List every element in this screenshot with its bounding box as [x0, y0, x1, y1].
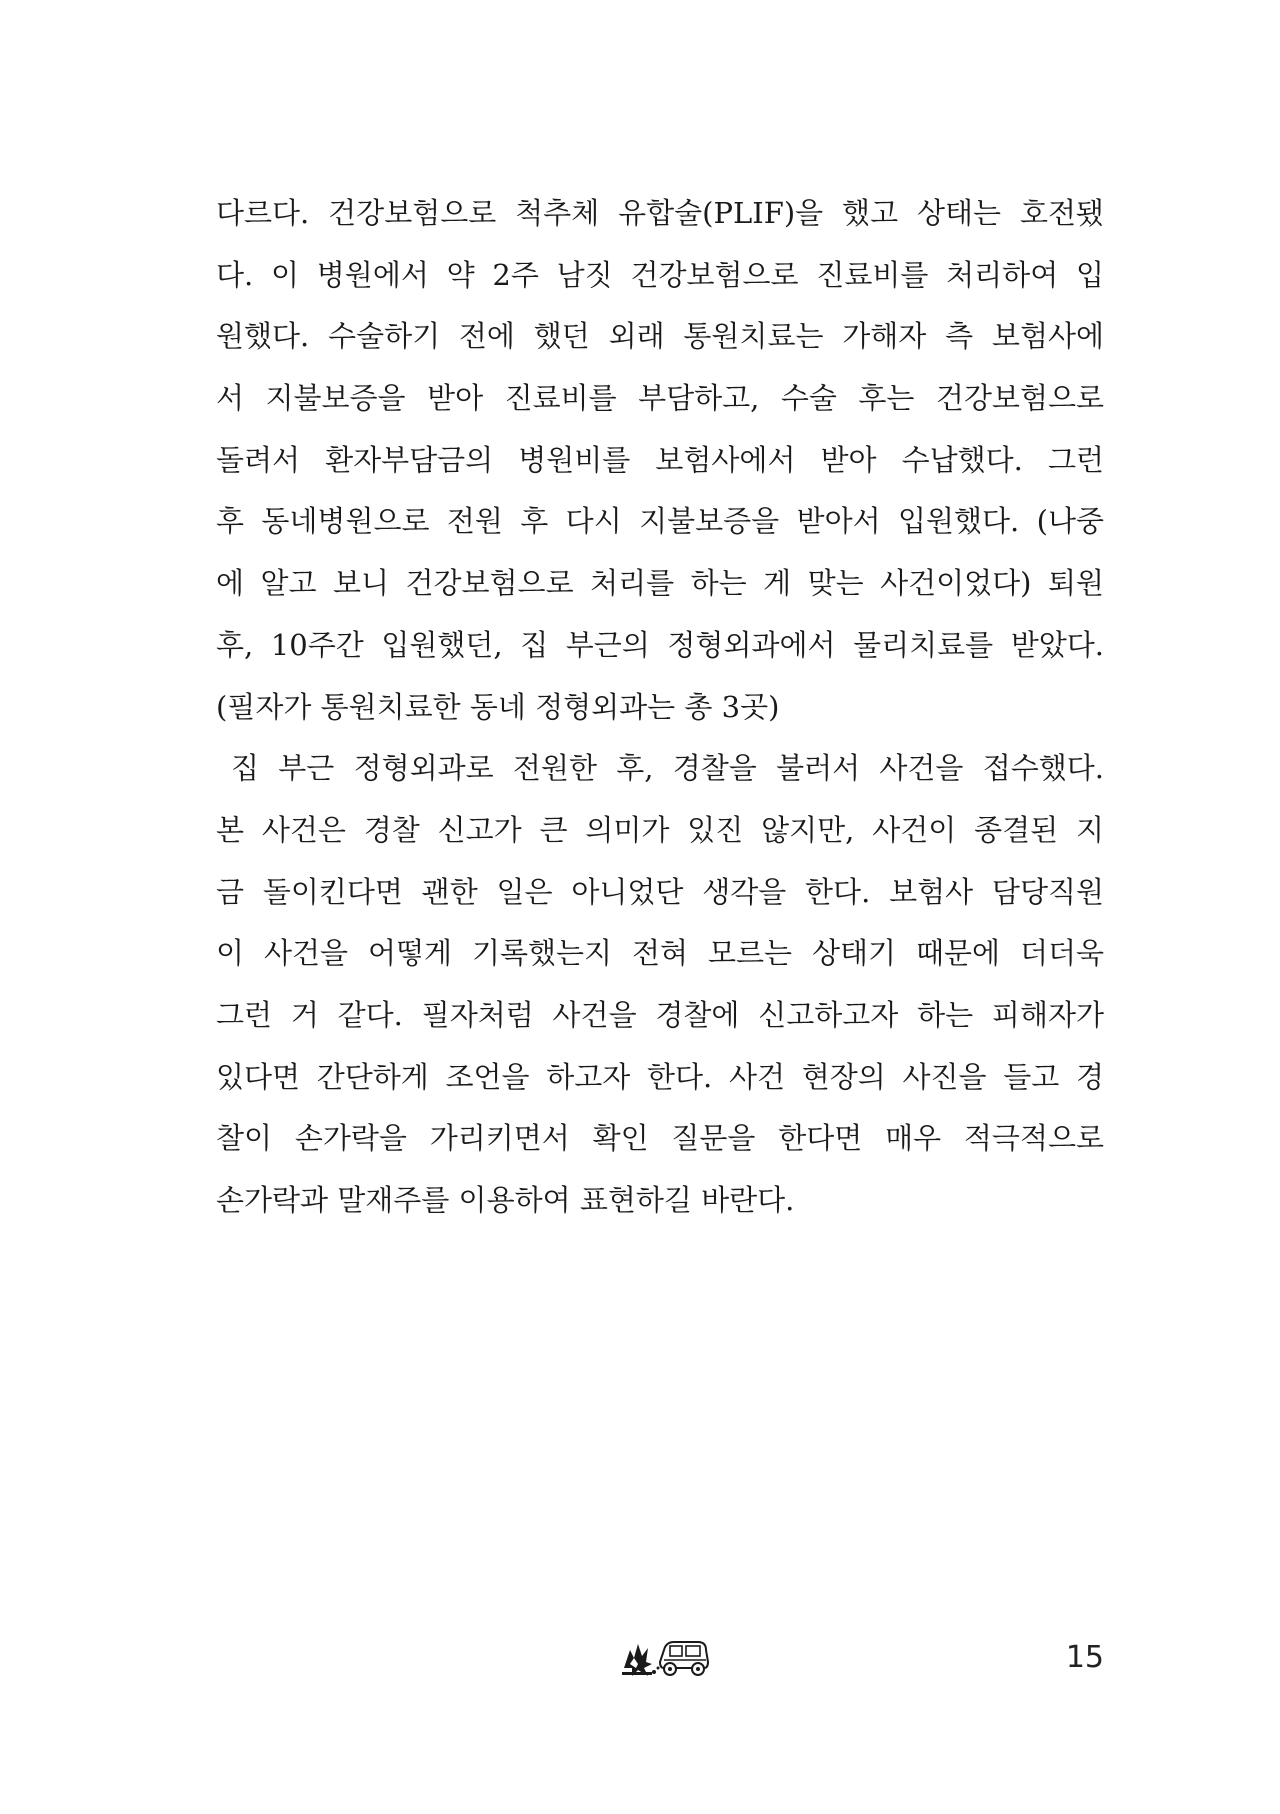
text-line: 원했다. 수술하기 전에 했던 외래 통원치료는 가해자 측 보험사에 — [216, 319, 1104, 354]
text-line: 후, 10주간 입원했던, 집 부근의 정형외과에서 물리치료를 받았다. — [216, 627, 1104, 662]
text-line: 찰이 손가락을 가리키면서 확인 질문을 한다면 매우 적극적으로 — [216, 1121, 1104, 1156]
text-line: 이 사건을 어떻게 기록했는지 전혀 모르는 상태기 때문에 더더욱 — [216, 936, 1104, 971]
page-number: 15 — [1065, 1640, 1104, 1675]
text-line: 그런 거 같다. 필자처럼 사건을 경찰에 신고하고자 하는 피해자가 — [216, 997, 1104, 1032]
body-text — [216, 183, 1104, 1232]
text-line: 집 부근 정형외과로 전원한 후, 경찰을 불러서 사건을 접수했다. — [231, 751, 1104, 786]
text-line: 다르다. 건강보험으로 척추체 유합술(PLIF)을 했고 상태는 호전됐 — [216, 196, 1104, 230]
text-line: 에 알고 보니 건강보험으로 처리를 하는 게 맞는 사건이었다) 퇴원 — [216, 566, 1104, 601]
text-line: 있다면 간단하게 조언을 하고자 한다. 사건 현장의 사진을 들고 경 — [216, 1059, 1104, 1094]
text-line: 본 사건은 경찰 신고가 큰 의미가 있진 않지만, 사건이 종결된 지 — [216, 812, 1104, 847]
car-crash-icon — [620, 1628, 712, 1680]
text-line: (필자가 통원치료한 동네 정형외과는 총 3곳) — [216, 689, 780, 724]
text-line: 다. 이 병원에서 약 2주 남짓 건강보험으로 진료비를 처리하여 입 — [216, 257, 1104, 292]
text-line: 돌려서 환자부담금의 병원비를 보험사에서 받아 수납했다. 그런 — [216, 442, 1104, 477]
text-line: 서 지불보증을 받아 진료비를 부담하고, 수술 후는 건강보험으로 — [216, 381, 1104, 416]
text-line: 후 동네병원으로 전원 후 다시 지불보증을 받아서 입원했다. (나중 — [216, 504, 1104, 539]
text-line: 금 돌이킨다면 괜한 일은 아니었단 생각을 한다. 보험사 담당직원 — [216, 874, 1104, 909]
text-line: 손가락과 말재주를 이용하여 표현하길 바란다. — [216, 1183, 795, 1217]
